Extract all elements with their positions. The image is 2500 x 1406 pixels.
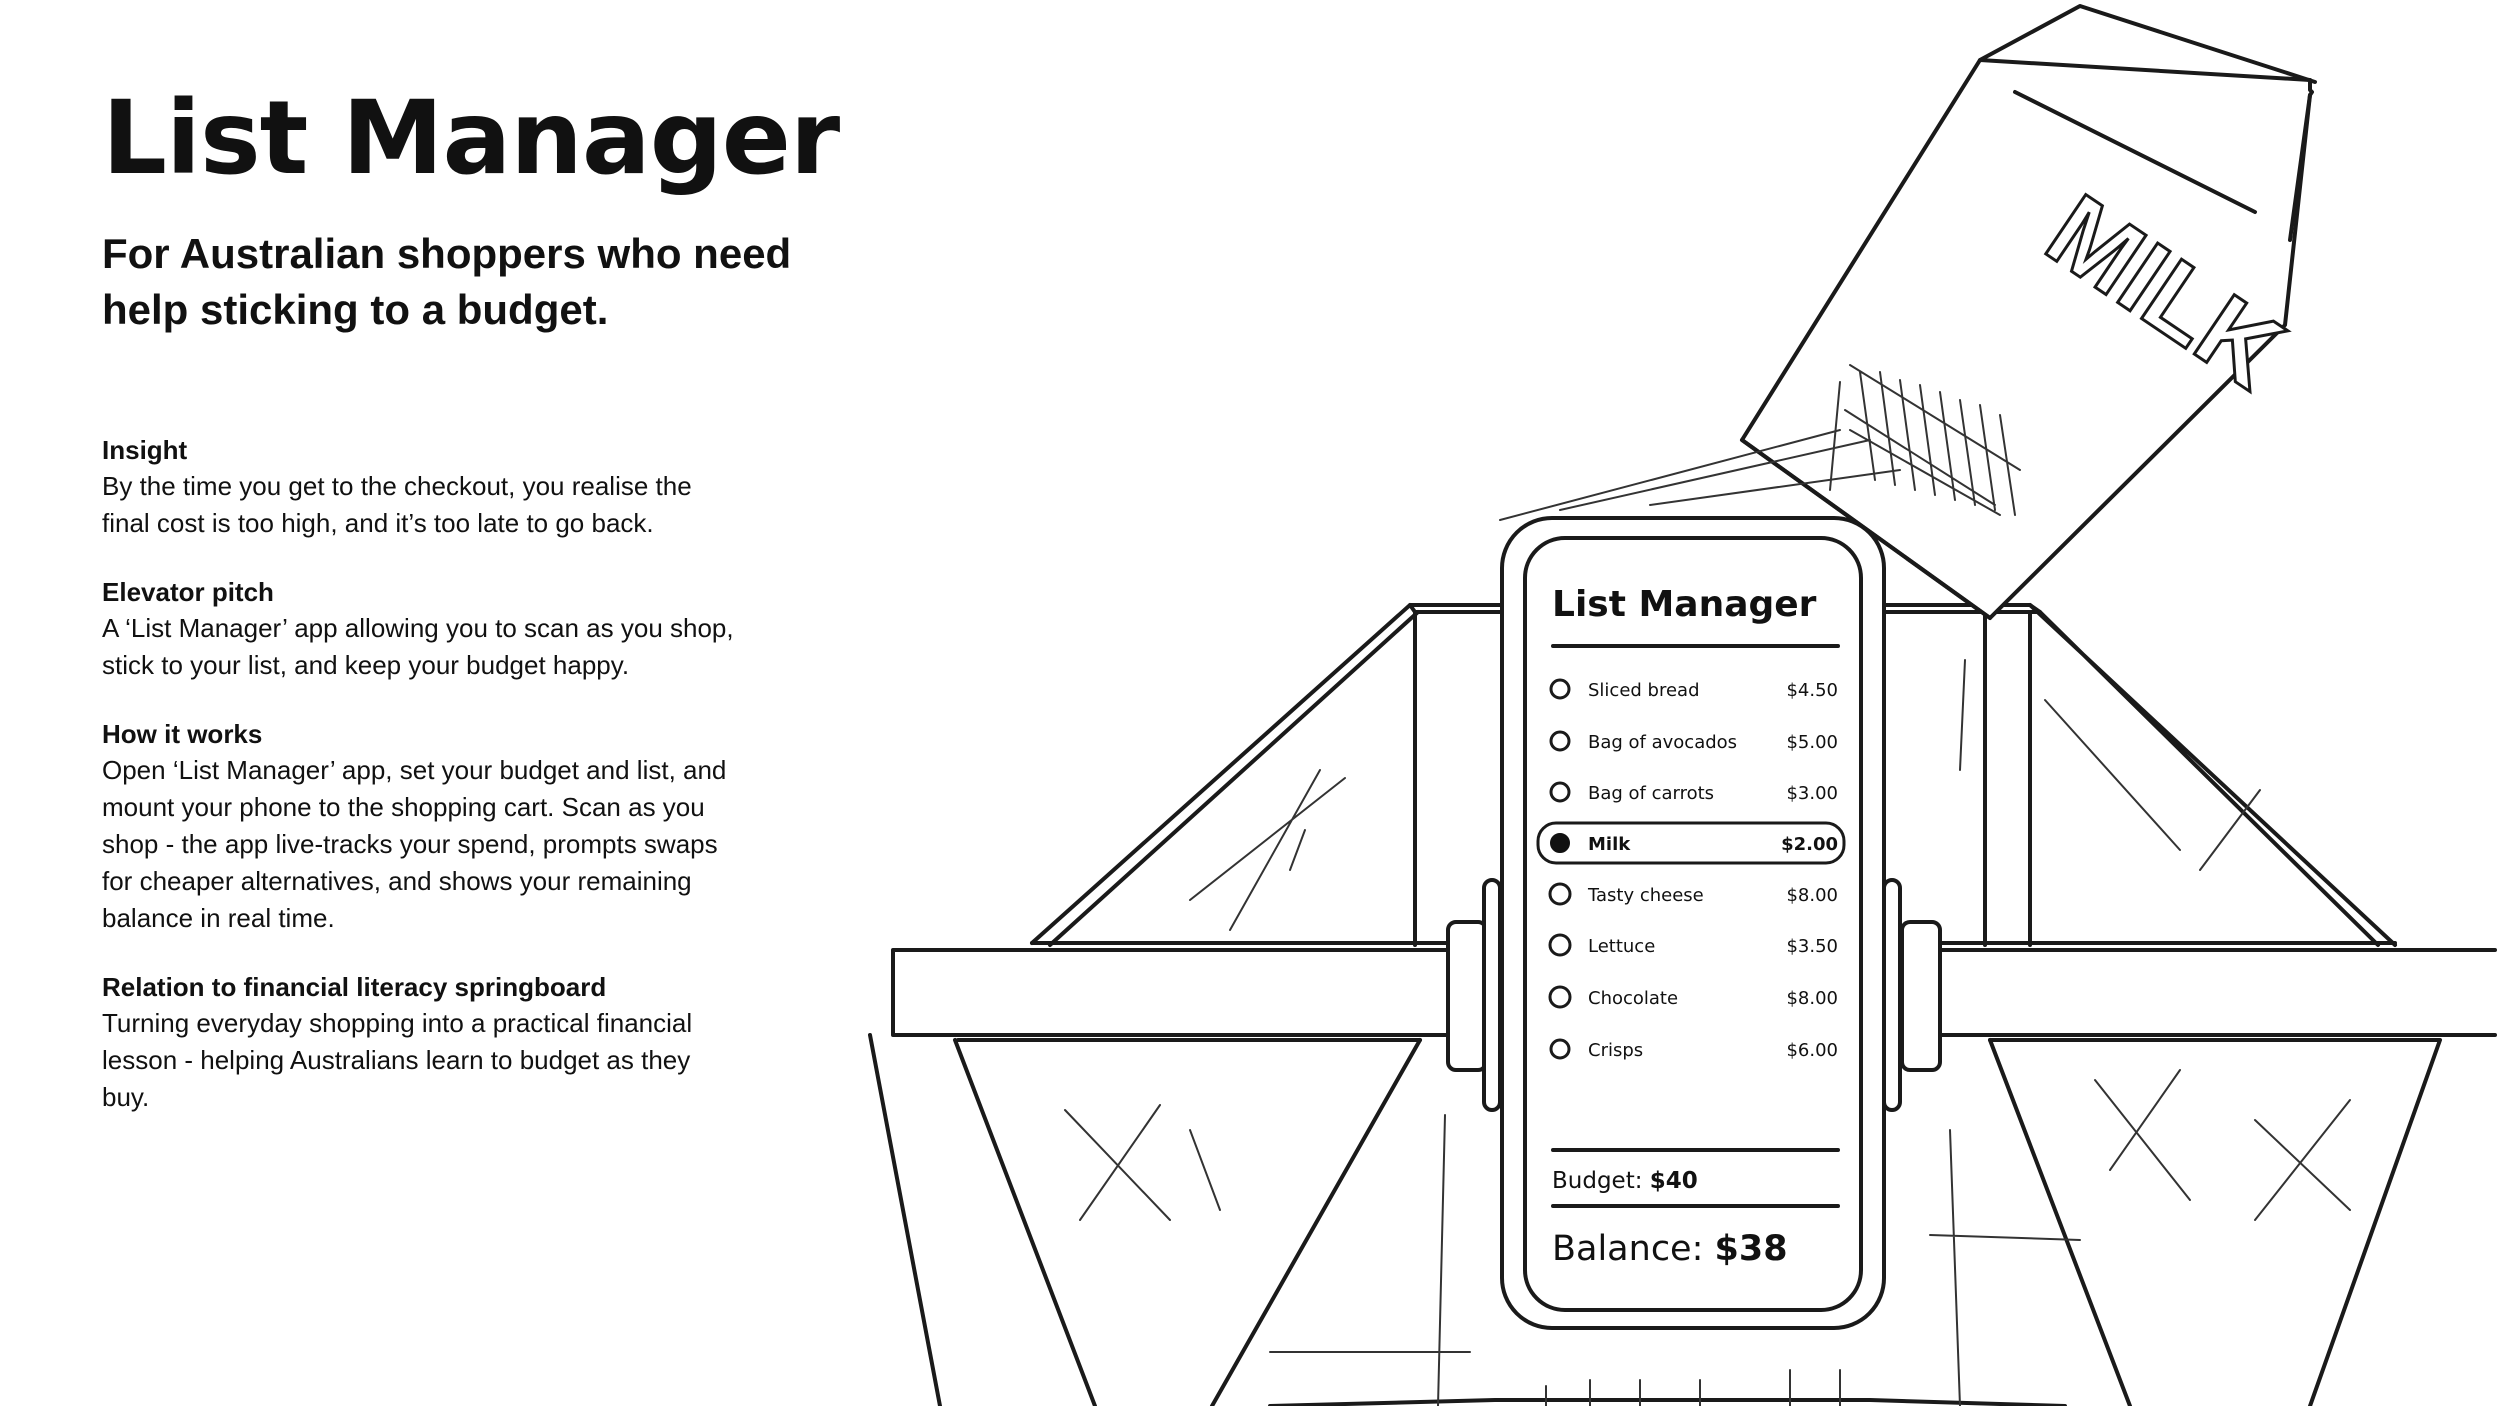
item-price: $4.50: [1786, 680, 1838, 701]
budget-value: $40: [1649, 1168, 1698, 1194]
concept-sections: [102, 432, 742, 1148]
list-item: [1551, 732, 1838, 753]
item-name: Bag of avocados: [1588, 732, 1738, 753]
section-body: By the time you get to the checkout, you realise the final cost is too high, and it’s too late to go back.: [102, 471, 692, 538]
balance-label: Balance:: [1552, 1229, 1704, 1269]
item-name: Tasty cheese: [1588, 885, 1704, 906]
balance-row: [1552, 1229, 1788, 1269]
section-heading: Relation to financial literacy springboard: [102, 972, 607, 1002]
section-body: Open ‘List Manager’ app, set your budget and list, and mount your phone to the shopping cart. Scan as you shop - the app live-tracks your spend, prompts swaps for cheaper alternatives, and shows your remaining balance in real time.: [102, 755, 727, 933]
item-price: $5.00: [1786, 732, 1838, 753]
budget-row: [1552, 1168, 1698, 1194]
checkbox-filled-icon[interactable]: [1551, 834, 1569, 852]
item-price: $3.00: [1786, 783, 1838, 804]
item-price: $8.00: [1786, 988, 1838, 1009]
app-title: List Manager: [1552, 584, 1817, 625]
list-item: [1551, 680, 1838, 701]
item-name: Sliced bread: [1588, 680, 1700, 701]
list-item: [1550, 884, 1838, 906]
shopping-cart-illustration: [860, 0, 2500, 1406]
list-item: [1551, 783, 1838, 804]
item-name: Lettuce: [1588, 936, 1656, 957]
page-title: List Manager: [102, 79, 840, 198]
section-body: Turning everyday shopping into a practical financial lesson - helping Australians learn to budget as they buy.: [102, 1008, 693, 1112]
section-financial-literacy: [102, 969, 742, 1116]
page-subtitle: For Australian shoppers who need help sticking to a budget.: [102, 230, 792, 333]
item-price: $6.00: [1786, 1040, 1838, 1061]
item-name: Bag of carrots: [1588, 783, 1715, 804]
section-insight: [102, 432, 742, 542]
item-price: $8.00: [1786, 885, 1838, 906]
budget-label: Budget:: [1552, 1168, 1643, 1194]
item-price: $3.50: [1786, 936, 1838, 957]
item-name: Crisps: [1588, 1040, 1644, 1061]
section-elevator-pitch: [102, 574, 742, 684]
section-body: A ‘List Manager’ app allowing you to scan as you shop, stick to your list, and keep your budget happy.: [102, 613, 734, 680]
milk-label: MILK: [2027, 172, 2303, 412]
balance-value: $38: [1714, 1229, 1788, 1269]
section-how-it-works: [102, 716, 742, 937]
item-name: Milk: [1588, 834, 1631, 855]
item-name: Chocolate: [1588, 988, 1679, 1009]
item-price: $2.00: [1781, 834, 1838, 855]
section-heading: Elevator pitch: [102, 577, 274, 607]
section-heading: How it works: [102, 719, 263, 749]
section-heading: Insight: [102, 435, 188, 465]
